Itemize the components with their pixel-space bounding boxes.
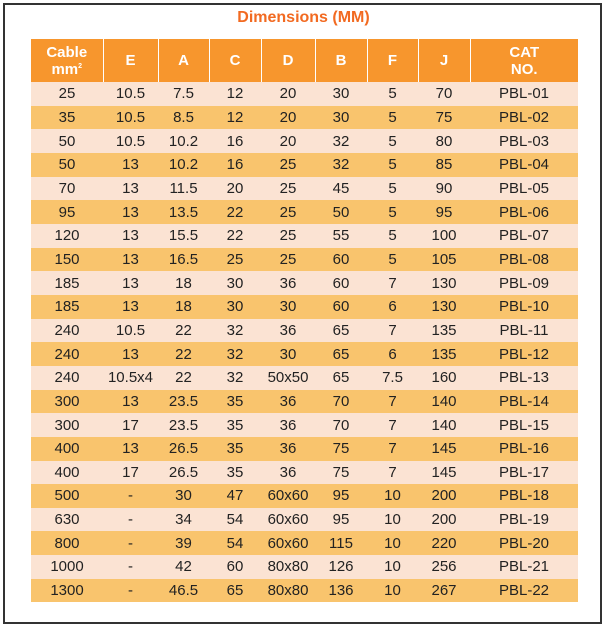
cell-a: 42 [158, 555, 209, 579]
table-row [31, 248, 578, 272]
cell-e: 13 [103, 153, 158, 177]
cell-e: - [103, 531, 158, 555]
cell-e: 10.5 [103, 82, 158, 106]
cell-c: 32 [209, 342, 261, 366]
cell-b: 95 [315, 508, 367, 532]
cell-d: 50x50 [261, 366, 315, 390]
cell-e: 13 [103, 224, 158, 248]
cell-cable: 50 [31, 153, 103, 177]
cell-b: 126 [315, 555, 367, 579]
cell-a: 23.5 [158, 413, 209, 437]
table-row [31, 224, 578, 248]
cell-a: 10.2 [158, 153, 209, 177]
cell-a: 26.5 [158, 461, 209, 485]
table-row [31, 153, 578, 177]
cell-c: 20 [209, 177, 261, 201]
cell-e: 17 [103, 413, 158, 437]
table-row [31, 82, 578, 106]
cell-d: 25 [261, 248, 315, 272]
cell-cat-no: PBL-18 [470, 484, 578, 508]
col-header-a: A [158, 39, 209, 82]
cell-b: 95 [315, 484, 367, 508]
cell-c: 25 [209, 248, 261, 272]
cell-e: 10.5 [103, 129, 158, 153]
cell-b: 60 [315, 271, 367, 295]
cell-c: 16 [209, 153, 261, 177]
cell-j: 200 [418, 484, 470, 508]
cell-cable: 1300 [31, 579, 103, 603]
cell-d: 25 [261, 224, 315, 248]
cell-a: 10.2 [158, 129, 209, 153]
cell-j: 200 [418, 508, 470, 532]
cell-d: 30 [261, 342, 315, 366]
cell-f: 6 [367, 295, 418, 319]
cell-f: 5 [367, 200, 418, 224]
cell-j: 90 [418, 177, 470, 201]
cell-j: 130 [418, 295, 470, 319]
cell-j: 267 [418, 579, 470, 603]
cable-unit [31, 61, 103, 78]
cell-e: 13 [103, 271, 158, 295]
col-header-cat-no [470, 39, 578, 82]
cell-cable: 400 [31, 461, 103, 485]
cell-f: 7.5 [367, 366, 418, 390]
col-header-j: J [418, 39, 470, 82]
cell-cable: 185 [31, 271, 103, 295]
cell-a: 46.5 [158, 579, 209, 603]
dimensions-table [31, 39, 578, 602]
cell-d: 80x80 [261, 555, 315, 579]
cell-c: 22 [209, 224, 261, 248]
cell-d: 36 [261, 319, 315, 343]
cell-cat-no: PBL-02 [470, 106, 578, 130]
table-row [31, 342, 578, 366]
table-row [31, 271, 578, 295]
cell-a: 30 [158, 484, 209, 508]
cell-cable: 240 [31, 342, 103, 366]
cell-d: 25 [261, 177, 315, 201]
cell-c: 12 [209, 106, 261, 130]
cell-b: 65 [315, 319, 367, 343]
cell-b: 70 [315, 390, 367, 414]
col-header-f: F [367, 39, 418, 82]
cell-b: 136 [315, 579, 367, 603]
cell-b: 45 [315, 177, 367, 201]
cell-a: 26.5 [158, 437, 209, 461]
cell-e: 13 [103, 177, 158, 201]
cell-cable: 800 [31, 531, 103, 555]
cell-f: 10 [367, 555, 418, 579]
table-row [31, 579, 578, 603]
cell-cat-no: PBL-07 [470, 224, 578, 248]
cell-f: 10 [367, 508, 418, 532]
cell-e: 10.5 [103, 319, 158, 343]
cell-c: 35 [209, 437, 261, 461]
cell-f: 10 [367, 531, 418, 555]
cell-d: 60x60 [261, 484, 315, 508]
cell-j: 220 [418, 531, 470, 555]
col-header-b: B [315, 39, 367, 82]
cell-a: 22 [158, 319, 209, 343]
cell-b: 32 [315, 129, 367, 153]
cell-a: 11.5 [158, 177, 209, 201]
cell-cable: 240 [31, 366, 103, 390]
cell-cat-no: PBL-03 [470, 129, 578, 153]
cell-d: 36 [261, 437, 315, 461]
cell-cat-no: PBL-05 [470, 177, 578, 201]
cell-a: 22 [158, 366, 209, 390]
table-title: Dimensions (MM) [237, 9, 370, 26]
cell-d: 20 [261, 82, 315, 106]
cell-e: - [103, 579, 158, 603]
cell-b: 60 [315, 248, 367, 272]
cell-cat-no: PBL-14 [470, 390, 578, 414]
cell-e: 13 [103, 200, 158, 224]
table-row [31, 319, 578, 343]
cell-j: 105 [418, 248, 470, 272]
cell-e: 13 [103, 342, 158, 366]
table-body [31, 82, 578, 602]
cell-f: 5 [367, 224, 418, 248]
table-row [31, 200, 578, 224]
cell-a: 23.5 [158, 390, 209, 414]
cell-a: 7.5 [158, 82, 209, 106]
cell-d: 25 [261, 153, 315, 177]
cell-cable: 25 [31, 82, 103, 106]
cell-cat-no: PBL-20 [470, 531, 578, 555]
cell-b: 75 [315, 461, 367, 485]
cell-cat-no: PBL-17 [470, 461, 578, 485]
cell-cat-no: PBL-22 [470, 579, 578, 603]
col-header-e: E [103, 39, 158, 82]
cell-c: 16 [209, 129, 261, 153]
cell-e: 10.5x4 [103, 366, 158, 390]
cell-f: 5 [367, 248, 418, 272]
cell-cat-no: PBL-04 [470, 153, 578, 177]
cell-f: 6 [367, 342, 418, 366]
cell-j: 75 [418, 106, 470, 130]
cell-cable: 35 [31, 106, 103, 130]
cell-j: 135 [418, 319, 470, 343]
table-row [31, 484, 578, 508]
table-row [31, 106, 578, 130]
cell-c: 65 [209, 579, 261, 603]
cell-j: 80 [418, 129, 470, 153]
cell-d: 36 [261, 271, 315, 295]
cell-f: 5 [367, 106, 418, 130]
cell-j: 160 [418, 366, 470, 390]
table-row [31, 531, 578, 555]
cell-f: 7 [367, 319, 418, 343]
cell-c: 30 [209, 295, 261, 319]
cell-c: 54 [209, 531, 261, 555]
cell-c: 35 [209, 461, 261, 485]
cell-a: 18 [158, 295, 209, 319]
cell-j: 135 [418, 342, 470, 366]
cell-d: 60x60 [261, 508, 315, 532]
cell-d: 80x80 [261, 579, 315, 603]
cell-c: 47 [209, 484, 261, 508]
cell-b: 65 [315, 342, 367, 366]
cell-j: 145 [418, 461, 470, 485]
cell-f: 7 [367, 437, 418, 461]
cell-e: - [103, 484, 158, 508]
cell-b: 60 [315, 295, 367, 319]
cell-b: 55 [315, 224, 367, 248]
cell-cat-no: PBL-21 [470, 555, 578, 579]
cell-b: 30 [315, 82, 367, 106]
cell-f: 10 [367, 484, 418, 508]
cell-b: 115 [315, 531, 367, 555]
header-row [31, 39, 578, 82]
table-row [31, 461, 578, 485]
cell-j: 256 [418, 555, 470, 579]
cell-cat-no: PBL-13 [470, 366, 578, 390]
cell-a: 16.5 [158, 248, 209, 272]
cell-cable: 400 [31, 437, 103, 461]
cell-f: 7 [367, 271, 418, 295]
cell-cat-no: PBL-19 [470, 508, 578, 532]
cell-j: 70 [418, 82, 470, 106]
no-label: NO. [510, 60, 538, 78]
cell-a: 22 [158, 342, 209, 366]
table-row [31, 413, 578, 437]
cell-c: 32 [209, 319, 261, 343]
table-row [31, 295, 578, 319]
cell-cable: 300 [31, 390, 103, 414]
cell-cable: 50 [31, 129, 103, 153]
cell-f: 5 [367, 82, 418, 106]
cable-label: Cable [46, 43, 88, 61]
cell-cable: 500 [31, 484, 103, 508]
cell-j: 95 [418, 200, 470, 224]
cell-cat-no: PBL-01 [470, 82, 578, 106]
cell-e: 13 [103, 390, 158, 414]
cell-cable: 150 [31, 248, 103, 272]
cell-cat-no: PBL-10 [470, 295, 578, 319]
cell-d: 36 [261, 390, 315, 414]
table-row [31, 437, 578, 461]
cell-b: 50 [315, 200, 367, 224]
cell-c: 12 [209, 82, 261, 106]
cell-j: 85 [418, 153, 470, 177]
cell-d: 30 [261, 295, 315, 319]
cell-c: 32 [209, 366, 261, 390]
table-row [31, 508, 578, 532]
cell-cat-no: PBL-11 [470, 319, 578, 343]
cell-cat-no: PBL-15 [470, 413, 578, 437]
cell-f: 7 [367, 413, 418, 437]
table-row [31, 177, 578, 201]
col-header-d: D [261, 39, 315, 82]
cell-cable: 185 [31, 295, 103, 319]
cell-cat-no: PBL-09 [470, 271, 578, 295]
cell-a: 13.5 [158, 200, 209, 224]
cell-d: 60x60 [261, 531, 315, 555]
cell-a: 18 [158, 271, 209, 295]
cell-c: 54 [209, 508, 261, 532]
cell-cable: 300 [31, 413, 103, 437]
cell-cat-no: PBL-08 [470, 248, 578, 272]
cell-e: 13 [103, 437, 158, 461]
table-row [31, 555, 578, 579]
cell-c: 60 [209, 555, 261, 579]
cell-f: 10 [367, 579, 418, 603]
cell-cable: 240 [31, 319, 103, 343]
cable-unit-sup: 2 [78, 62, 83, 70]
col-header-cable [31, 39, 103, 82]
cell-f: 7 [367, 390, 418, 414]
cell-c: 35 [209, 413, 261, 437]
cell-e: - [103, 508, 158, 532]
cell-cable: 95 [31, 200, 103, 224]
cell-cat-no: PBL-16 [470, 437, 578, 461]
cell-cable: 70 [31, 177, 103, 201]
cell-c: 22 [209, 200, 261, 224]
cell-d: 36 [261, 461, 315, 485]
cell-d: 20 [261, 106, 315, 130]
cell-d: 20 [261, 129, 315, 153]
cell-b: 65 [315, 366, 367, 390]
cell-b: 75 [315, 437, 367, 461]
table-row [31, 390, 578, 414]
cell-b: 32 [315, 153, 367, 177]
cell-f: 7 [367, 461, 418, 485]
cell-d: 36 [261, 413, 315, 437]
cell-f: 5 [367, 177, 418, 201]
table-row [31, 129, 578, 153]
cell-c: 35 [209, 390, 261, 414]
cell-j: 145 [418, 437, 470, 461]
cell-cable: 630 [31, 508, 103, 532]
cell-d: 25 [261, 200, 315, 224]
cell-f: 5 [367, 153, 418, 177]
col-header-c: C [209, 39, 261, 82]
cell-c: 30 [209, 271, 261, 295]
cell-b: 30 [315, 106, 367, 130]
cable-unit-text: mm [51, 60, 79, 78]
cell-j: 100 [418, 224, 470, 248]
cat-label: CAT [509, 43, 540, 61]
cell-j: 140 [418, 413, 470, 437]
cell-cable: 120 [31, 224, 103, 248]
cell-a: 34 [158, 508, 209, 532]
cell-b: 70 [315, 413, 367, 437]
cell-e: 17 [103, 461, 158, 485]
cell-cat-no: PBL-06 [470, 200, 578, 224]
cell-a: 15.5 [158, 224, 209, 248]
cell-f: 5 [367, 129, 418, 153]
cell-a: 39 [158, 531, 209, 555]
cell-a: 8.5 [158, 106, 209, 130]
cell-e: 13 [103, 248, 158, 272]
cell-j: 140 [418, 390, 470, 414]
cell-cable: 1000 [31, 555, 103, 579]
table-row [31, 366, 578, 390]
cell-j: 130 [418, 271, 470, 295]
cell-e: 13 [103, 295, 158, 319]
cell-e: 10.5 [103, 106, 158, 130]
cell-cat-no: PBL-12 [470, 342, 578, 366]
cell-e: - [103, 555, 158, 579]
